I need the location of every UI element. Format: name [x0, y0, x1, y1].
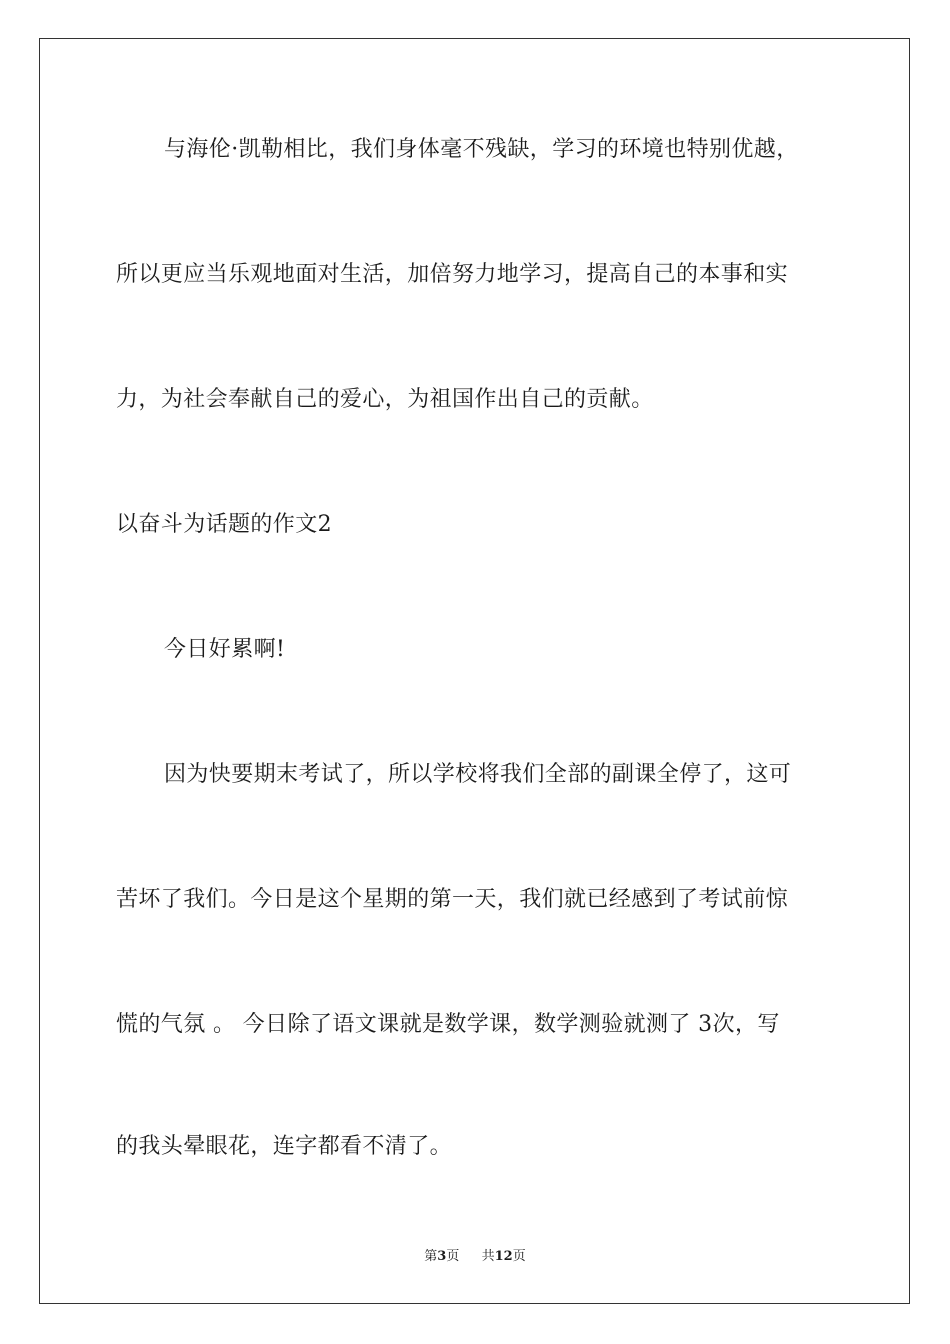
paragraph-line-2: 所以更应当乐观地面对生活，加倍努力地学习，提高自己的本事和实 [116, 262, 789, 287]
essay-heading: 以奋斗为话题的作文2 [116, 512, 332, 537]
page-label-suffix: 页 [446, 1249, 460, 1264]
page-label-prefix: 第 [424, 1249, 438, 1264]
paragraph-line-8: 的我头晕眼花，连字都看不清了。 [116, 1134, 453, 1159]
paragraph-line-4: 今日好累啊! [164, 637, 286, 662]
paragraph-line-6: 苦坏了我们。今日是这个星期的第一天，我们就已经感到了考试前惊 [116, 887, 789, 912]
total-pages: 12 [494, 1249, 513, 1264]
total-label-prefix: 共 [481, 1249, 495, 1264]
page-frame [39, 38, 910, 1304]
paragraph-line-1: 与海伦·凯勒相比，我们身体毫不残缺，学习的环境也特别优越， [164, 137, 799, 162]
paragraph-line-5: 因为快要期末考试了，所以学校将我们全部的副课全停了，这可 [164, 762, 792, 787]
total-label-suffix: 页 [512, 1249, 526, 1264]
page-number: 3 [437, 1249, 447, 1264]
page-footer [0, 1248, 950, 1266]
paragraph-line-7: 慌的气氛 。 今日除了语文课就是数学课，数学测验就测了 3次，写 [116, 1012, 780, 1037]
paragraph-line-3: 力，为社会奉献自己的爱心，为祖国作出自己的贡献。 [116, 387, 654, 412]
